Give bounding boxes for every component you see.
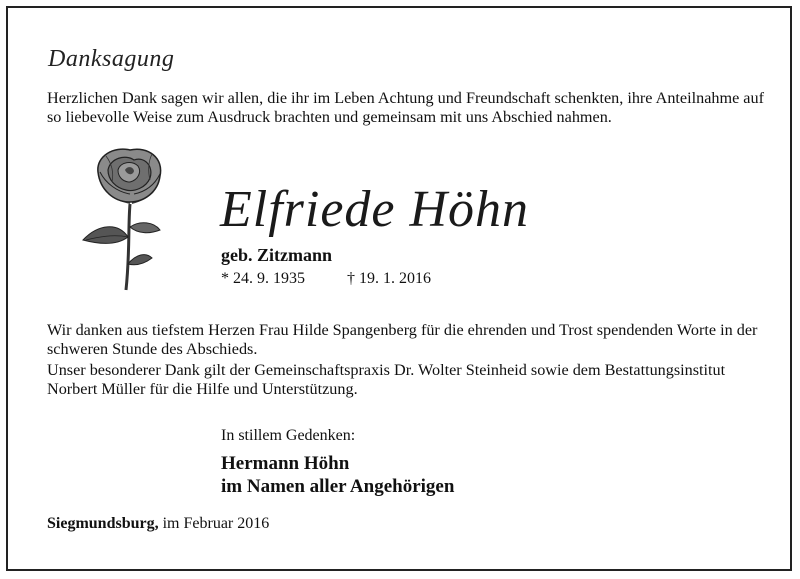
intro-text: Herzlichen Dank sagen wir allen, die ihr im Leben Achtung und Freundschaft schenkten, ihre Anteilnahme auf so liebevolle Weise zum Ausdruck brachten und gemeinsam mit uns Abschied nahmen. (47, 89, 764, 126)
thanks-text (47, 321, 777, 399)
place-date (47, 515, 269, 533)
signer-note: im Namen aller Angehörigen (221, 476, 455, 497)
signers (221, 452, 454, 498)
rose-icon (78, 142, 178, 292)
thanks-line-2: Unser besonderer Dank gilt der Gemeinschaftspraxis Dr. Wolter Steinheid sowie dem Bestattungsinstitut Norbert Müller für die Hilfe und Unterstützung. (47, 361, 726, 398)
place-town: Siegmundsburg, (47, 515, 159, 532)
place-month: im Februar 2016 (162, 515, 270, 532)
deceased-name: Elfriede Höhn (220, 181, 530, 238)
death-date: † 19. 1. 2016 (347, 270, 431, 287)
life-dates (221, 270, 431, 288)
thanks-line-1: Wir danken aus tiefstem Herzen Frau Hilde Spangenberg für die ehrenden und Trost spendenden Worte in der schweren Stunde des Abschieds. (47, 321, 758, 358)
memory-label: In stillem Gedenken: (221, 427, 356, 444)
heading: Danksagung (48, 46, 175, 72)
maiden-name: geb. Zitzmann (221, 245, 333, 265)
birth-date: * 24. 9. 1935 (221, 270, 305, 287)
signer-name: Hermann Höhn (221, 453, 350, 474)
